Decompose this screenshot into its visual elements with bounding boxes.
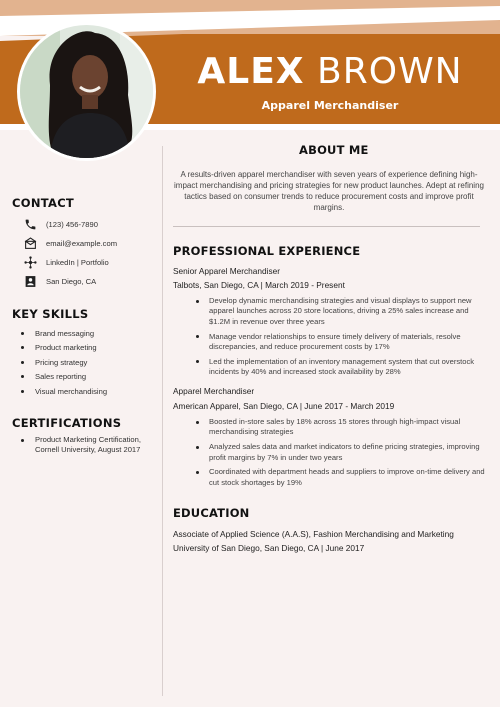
- job-role: Apparel Merchandiser: [261, 99, 399, 112]
- contact-phone: [22, 216, 98, 232]
- network-icon: [22, 254, 38, 270]
- job-bullet: Analyzed sales data and market indicators to define pricing strategies, improving profit margins by 7% in under two years: [195, 442, 487, 463]
- certifications-heading: CERTIFICATIONS: [12, 416, 122, 430]
- job-company-line: Talbots, San Diego, CA | March 2019 - Present: [173, 280, 345, 290]
- full-name: [160, 50, 500, 94]
- skill-item: Product marketing: [18, 342, 107, 356]
- certifications-list: [18, 435, 158, 454]
- education-school-line: University of San Diego, San Diego, CA | June 2017: [173, 543, 365, 553]
- skill-item: Brand messaging: [18, 328, 107, 342]
- job-bullet: Develop dynamic merchandising strategies and visual displays to support new apparel launches across 20 store locations, driving a 25% sales increase and $1.2M in revenue over three years: [195, 296, 487, 327]
- about-text: A results-driven apparel merchandiser with seven years of experience defining high-impact merchandising and pricing strategies for new product launches. Adept at refining tactics based on consumer trends to reduce procurement costs and improve profit margins.: [174, 170, 484, 212]
- about-heading: ABOUT ME: [299, 143, 369, 157]
- skill-item: Pricing strategy: [18, 357, 107, 371]
- contact-links-text[interactable]: LinkedIn | Portfolio: [46, 257, 109, 267]
- job-bullets: [195, 296, 487, 382]
- about-separator: [173, 226, 480, 227]
- mail-icon: [22, 235, 38, 251]
- contact-email[interactable]: [22, 235, 117, 251]
- certification-item: Product Marketing Certification, Cornell University, August 2017: [18, 435, 158, 454]
- job-bullet: Boosted in-store sales by 18% across 15 stores through high-impact visual merchandising strategies: [195, 417, 487, 438]
- last-name: BROWN: [317, 51, 463, 92]
- job-company-line: American Apparel, San Diego, CA | June 2017 - March 2019: [173, 401, 395, 411]
- contact-phone-text: (123) 456-7890: [46, 219, 98, 229]
- education-heading: EDUCATION: [173, 506, 250, 520]
- contact-heading: CONTACT: [12, 196, 75, 210]
- first-name: ALEX: [197, 51, 305, 92]
- job-bullet: Manage vendor relationships to ensure timely delivery of materials, resolve discrepancies, and reduce procurement costs by 17%: [195, 332, 487, 353]
- column-divider: [162, 146, 163, 696]
- phone-icon: [22, 216, 38, 232]
- job-title: Apparel Merchandiser: [173, 386, 255, 396]
- job-bullet: Led the implementation of an inventory management system that cut overstock incidents by 40% and increased stock availability by 28%: [195, 357, 487, 378]
- contact-links[interactable]: [22, 254, 109, 270]
- skills-list: [18, 328, 107, 400]
- job-title: Senior Apparel Merchandiser: [173, 266, 280, 276]
- skill-item: Visual merchandising: [18, 386, 107, 400]
- location-badge-icon: [22, 273, 38, 289]
- skill-item: Sales reporting: [18, 371, 107, 385]
- contact-location-text: San Diego, CA: [46, 276, 97, 286]
- skills-heading: KEY SKILLS: [12, 307, 89, 321]
- experience-heading: PROFESSIONAL EXPERIENCE: [173, 244, 361, 258]
- contact-email-text[interactable]: email@example.com: [46, 238, 118, 248]
- profile-photo-illustration: [20, 25, 153, 158]
- profile-photo: [17, 22, 156, 161]
- contact-location: [22, 273, 96, 289]
- job-bullets: [195, 417, 487, 493]
- job-bullet: Coordinated with department heads and suppliers to improve on-time delivery and cut stock shortages by 19%: [195, 467, 487, 488]
- education-degree: Associate of Applied Science (A.A.S), Fashion Merchandising and Marketing: [173, 529, 454, 539]
